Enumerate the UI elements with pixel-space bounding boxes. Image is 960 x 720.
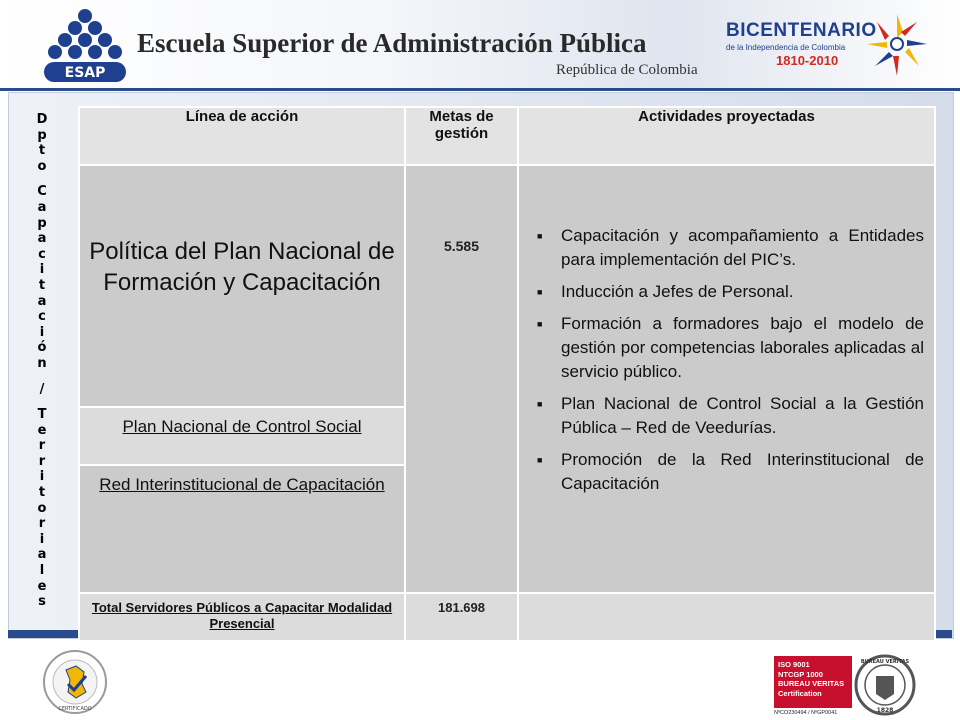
bicentenario-title: BICENTENARIO <box>726 20 877 41</box>
square-bullet-icon: ■ <box>537 231 543 241</box>
list-item: ■ Plan Nacional de Control Social a la Gestión Pública – Red de Veedurías. <box>531 392 924 440</box>
side-label-char: p <box>37 127 47 143</box>
side-label-char: C <box>37 184 47 200</box>
certification-logos <box>774 652 920 718</box>
certificate-seal-icon <box>30 648 120 716</box>
side-label-char: c <box>38 309 46 325</box>
total-label: Total Servidores Públicos a Capacitar Modalidad Presencial <box>91 600 393 631</box>
side-label-char: c <box>38 246 46 262</box>
table-total-row <box>79 593 935 641</box>
line-cell-control-social <box>79 407 405 465</box>
side-label-char: i <box>39 324 45 340</box>
side-label-char: t <box>38 277 46 293</box>
line-cell-red <box>79 465 405 593</box>
side-label-char: a <box>37 199 47 215</box>
side-label-char: a <box>37 231 47 247</box>
total-label-cell <box>79 593 405 641</box>
side-label-char: i <box>39 262 45 278</box>
line-cell-politica <box>79 165 405 407</box>
square-bullet-icon: ■ <box>537 399 543 409</box>
total-empty-cell <box>518 593 935 641</box>
side-label-char: t <box>38 485 46 501</box>
meta-cell <box>405 165 518 593</box>
side-label-char: r <box>38 453 46 469</box>
list-item: ■ Promoción de la Red Interinstitucional de Capacitación <box>531 448 924 496</box>
side-label-char: r <box>38 438 46 454</box>
header-cell-actividades: Actividades proyectadas <box>518 107 935 165</box>
bureau-veritas-seal-icon <box>854 652 916 718</box>
side-label-vertical <box>30 112 54 622</box>
bicentenario-logo <box>726 20 877 68</box>
header-cell-linea: Línea de acción <box>79 107 405 165</box>
line-politica-text: Política del Plan Nacional de Formación y Capacitación <box>89 238 395 296</box>
side-label-char: i <box>39 469 45 485</box>
page-title: Escuela Superior de Administración Pública <box>137 28 647 58</box>
activities-cell <box>518 165 935 593</box>
bicentenario-years: 1810-2010 <box>776 53 839 68</box>
svg-text:ESAP: ESAP <box>64 65 106 81</box>
square-bullet-icon: ■ <box>537 455 543 465</box>
square-bullet-icon: ■ <box>537 287 543 297</box>
side-label-char: n <box>37 355 47 371</box>
cert-badge: ISO 9001 NTCGP 1000 BUREAU VERITAS Certification <box>774 656 852 708</box>
side-label-char: e <box>37 578 47 594</box>
square-bullet-icon: ■ <box>537 319 543 329</box>
bicentenario-line: de la Independencia de Colombia <box>726 43 846 52</box>
side-label-char: o <box>37 158 47 174</box>
side-label-char: a <box>37 547 47 563</box>
table-header-row <box>79 107 935 165</box>
table-row <box>79 165 935 407</box>
side-label-char: s <box>38 594 46 610</box>
side-label-char: r <box>38 516 46 532</box>
side-label-char: / <box>39 381 45 397</box>
action-lines-table <box>78 106 936 642</box>
side-label-char: ó <box>37 340 47 356</box>
total-value-cell <box>405 593 518 641</box>
total-value: 181.698 <box>438 600 485 615</box>
meta-value: 5.585 <box>443 238 480 254</box>
line-control-social-text: Plan Nacional de Control Social <box>122 417 362 436</box>
line-red-text: Red Interinstitucional de Capacitación <box>99 475 385 494</box>
list-item: ■ Inducción a Jefes de Personal. <box>531 280 924 304</box>
side-label-char: p <box>37 215 47 231</box>
side-label-char: t <box>38 143 46 159</box>
side-label-char: o <box>37 500 47 516</box>
side-label-char: l <box>39 563 45 579</box>
svg-text:CERTIFICADO: CERTIFICADO <box>58 706 92 712</box>
bicentenario-emblem-icon <box>862 6 932 82</box>
svg-text:1828: 1828 <box>876 707 894 714</box>
side-label-char: D <box>36 112 48 127</box>
header-banner <box>0 0 960 91</box>
activities-list <box>519 166 934 496</box>
side-label-char: T <box>37 407 47 423</box>
cert-code: NºCO230494 / NºGP0041 <box>774 710 838 716</box>
esap-logo <box>40 6 130 84</box>
side-label-char: a <box>37 293 47 309</box>
side-label-char: i <box>39 531 45 547</box>
svg-text:BUREAU VERITAS: BUREAU VERITAS <box>860 659 910 665</box>
list-item: ■ Capacitación y acompañamiento a Entidades para implementación del PIC’s. <box>531 224 924 272</box>
page-subtitle: República de Colombia <box>556 62 698 78</box>
side-label-char: e <box>37 422 47 438</box>
header-cell-metas: Metas de gestión <box>405 107 518 165</box>
list-item: ■ Formación a formadores bajo el modelo de gestión por competencias laborales aplicadas al servicio público. <box>531 312 924 384</box>
